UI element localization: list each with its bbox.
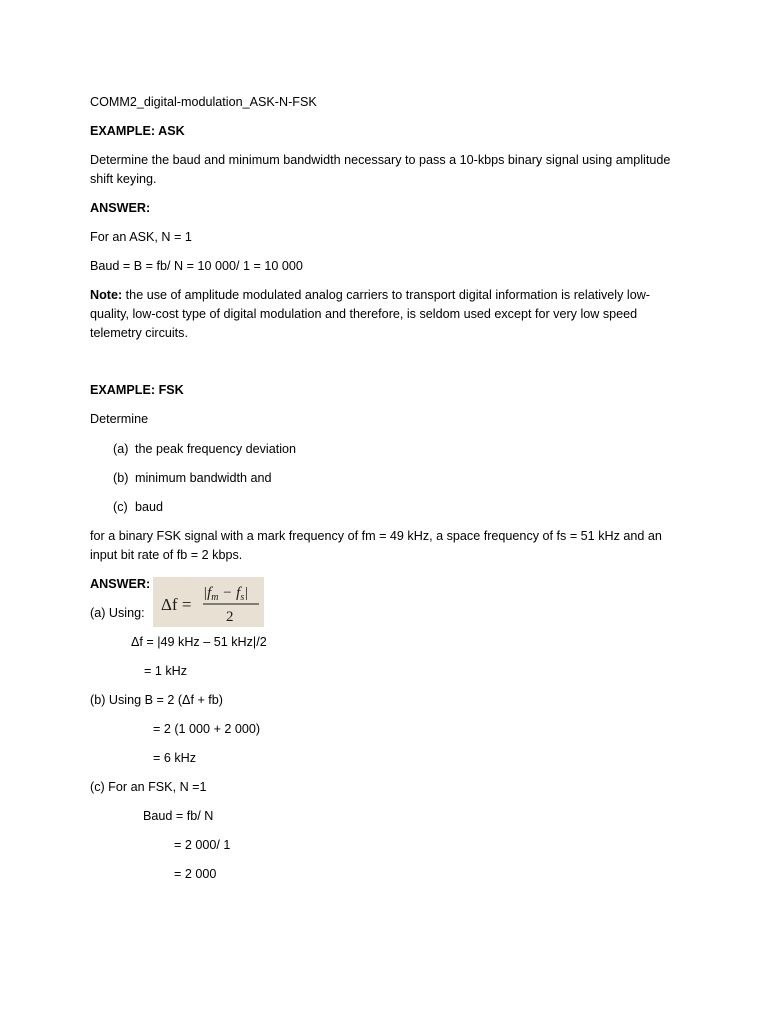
document-title: COMM2_digital-modulation_ASK-N-FSK	[90, 95, 317, 109]
fsk-answer-label: ANSWER:	[90, 577, 151, 591]
fsk-a-calc-2: = 1 kHz	[144, 664, 188, 678]
peak-deviation-formula-image	[153, 577, 264, 627]
ask-answer-label: ANSWER:	[90, 201, 151, 215]
ask-answer-line-1: For an ASK, N = 1	[90, 230, 192, 244]
formula-svg	[153, 577, 264, 627]
formula-numerator: $|f_m - f_s|$	[203, 585, 249, 603]
formula-lhs: Δf =	[161, 595, 192, 614]
note-text: the use of amplitude modulated analog carriers to transport digital information is relatively low-quality, low-cost type of digital modulation and therefore, is seldom used except for very low speed telemetry circuits.	[90, 288, 650, 340]
formula-denominator: 2	[226, 609, 234, 625]
fsk-b-calc-2: = 6 kHz	[153, 751, 197, 765]
list-marker: (c)	[113, 500, 128, 514]
fsk-c-calc-1: Baud = fb/ N	[143, 809, 214, 823]
fsk-b-using: (b) Using B = 2 (Δf + fb)	[90, 693, 223, 707]
list-marker: (b)	[113, 471, 129, 485]
fsk-a-calc-1: Δf = |49 kHz – 51 kHz|/2	[131, 635, 267, 649]
ask-heading: EXAMPLE: ASK	[90, 124, 185, 138]
ask-question: Determine the baud and minimum bandwidth necessary to pass a 10-kbps binary signal using amplitude shift keying.	[90, 153, 671, 186]
fsk-heading: EXAMPLE: FSK	[90, 383, 184, 397]
ask-note	[90, 286, 680, 343]
list-marker: (a)	[113, 442, 129, 456]
list-text: the peak frequency deviation	[135, 442, 297, 456]
fsk-b-calc-1: = 2 (1 000 + 2 000)	[153, 722, 261, 736]
list-item	[113, 469, 272, 488]
list-text: baud	[135, 500, 164, 514]
fsk-question: for a binary FSK signal with a mark frequency of fm = 49 kHz, a space frequency of fs = 51 kHz and an input bit rate of fb = 2 kbps.	[90, 529, 662, 562]
fsk-a-using: (a) Using:	[90, 606, 145, 620]
fsk-c-calc-3: = 2 000	[174, 867, 217, 881]
fsk-c-calc-2: = 2 000/ 1	[174, 838, 231, 852]
note-label: Note:	[90, 288, 123, 302]
fsk-intro: Determine	[90, 412, 149, 426]
list-item	[113, 498, 163, 517]
list-item	[113, 440, 296, 459]
list-text: minimum bandwidth and	[135, 471, 272, 485]
fsk-c-line: (c) For an FSK, N =1	[90, 780, 207, 794]
ask-answer-line-2: Baud = B = fb/ N = 10 000/ 1 = 10 000	[90, 259, 303, 273]
